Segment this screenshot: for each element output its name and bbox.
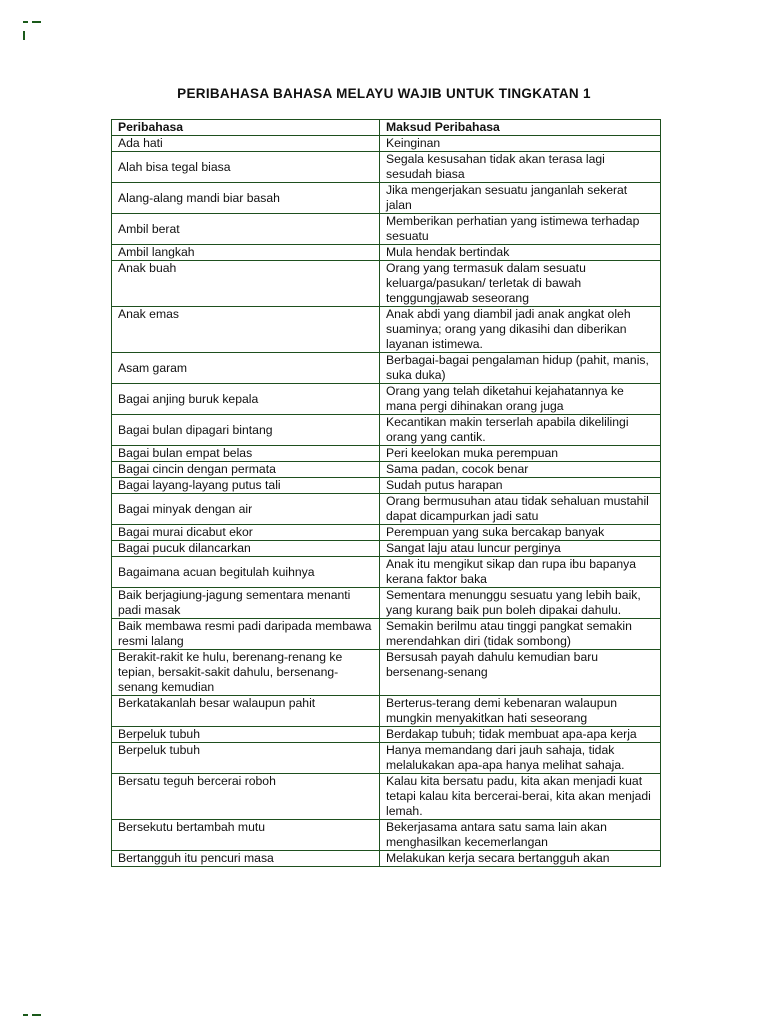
table-row: [112, 307, 661, 353]
crop-mark-top-left-v: [23, 31, 25, 40]
peribahasa-cell: Berpeluk tubuh: [112, 727, 380, 743]
maksud-cell: Hanya memandang dari jauh sahaja, tidak melalukakan apa-apa hanya melihat sahaja.: [380, 743, 661, 774]
table-row: [112, 353, 661, 384]
peribahasa-cell: Bagai murai dicabut ekor: [112, 525, 380, 541]
maksud-cell: Orang yang telah diketahui kejahatannya ke mana pergi dihinakan orang juga: [380, 384, 661, 415]
peribahasa-cell: Anak emas: [112, 307, 380, 353]
maksud-cell: Kecantikan makin terserlah apabila dikelilingi orang yang cantik.: [380, 415, 661, 446]
table-row: [112, 478, 661, 494]
maksud-cell: Bersusah payah dahulu kemudian baru bersenang-senang: [380, 650, 661, 696]
peribahasa-cell: Bagai layang-layang putus tali: [112, 478, 380, 494]
table-row: [112, 245, 661, 261]
table-row: [112, 494, 661, 525]
maksud-cell: Orang bermusuhan atau tidak sehaluan mustahil dapat dicampurkan jadi satu: [380, 494, 661, 525]
maksud-cell: Sangat laju atau luncur perginya: [380, 541, 661, 557]
maksud-cell: Berbagai-bagai pengalaman hidup (pahit, manis, suka duka): [380, 353, 661, 384]
maksud-cell: Jika mengerjakan sesuatu janganlah sekerat jalan: [380, 183, 661, 214]
peribahasa-cell: Bagai cincin dengan permata: [112, 462, 380, 478]
column-header-peribahasa: Peribahasa: [112, 120, 380, 136]
maksud-cell: Peri keelokan muka perempuan: [380, 446, 661, 462]
table-row: [112, 727, 661, 743]
maksud-cell: Kalau kita bersatu padu, kita akan menjadi kuat tetapi kalau kita bercerai-berai, kita akan menjadi lemah.: [380, 774, 661, 820]
maksud-cell: Berterus-terang demi kebenaran walaupun mungkin menyakitkan hati seseorang: [380, 696, 661, 727]
crop-mark-bottom-left-h2: [32, 1014, 41, 1016]
table-row: [112, 261, 661, 307]
peribahasa-cell: Baik membawa resmi padi daripada membawa resmi lalang: [112, 619, 380, 650]
maksud-cell: Memberikan perhatian yang istimewa terhadap sesuatu: [380, 214, 661, 245]
maksud-cell: Anak itu mengikut sikap dan rupa ibu bapanya kerana faktor baka: [380, 557, 661, 588]
peribahasa-cell: Ada hati: [112, 136, 380, 152]
table-row: [112, 415, 661, 446]
table-row: [112, 525, 661, 541]
peribahasa-cell: Anak buah: [112, 261, 380, 307]
maksud-cell: Berdakap tubuh; tidak membuat apa-apa kerja: [380, 727, 661, 743]
table-row: [112, 183, 661, 214]
peribahasa-cell: Bersatu teguh bercerai roboh: [112, 774, 380, 820]
table-row: [112, 152, 661, 183]
table-row: [112, 462, 661, 478]
peribahasa-cell: Berpeluk tubuh: [112, 743, 380, 774]
maksud-cell: Melakukan kerja secara bertangguh akan: [380, 851, 661, 867]
table-row: [112, 774, 661, 820]
peribahasa-cell: Bagai minyak dengan air: [112, 494, 380, 525]
table-row: [112, 696, 661, 727]
table-row: [112, 214, 661, 245]
table-row: [112, 446, 661, 462]
document-title: PERIBAHASA BAHASA MELAYU WAJIB UNTUK TINGKATAN 1: [177, 86, 591, 101]
peribahasa-cell: Bagai anjing buruk kepala: [112, 384, 380, 415]
table-row: [112, 820, 661, 851]
peribahasa-cell: Berakit-rakit ke hulu, berenang-renang ke tepian, bersakit-sakit dahulu, bersenang-senang kemudian: [112, 650, 380, 696]
peribahasa-cell: Bagai bulan dipagari bintang: [112, 415, 380, 446]
maksud-cell: Anak abdi yang diambil jadi anak angkat oleh suaminya; orang yang dikasihi dan diberikan layanan istimewa.: [380, 307, 661, 353]
peribahasa-cell: Bagaimana acuan begitulah kuihnya: [112, 557, 380, 588]
peribahasa-table: [111, 119, 661, 867]
crop-mark-top-left-h: [23, 21, 28, 23]
table-row: [112, 851, 661, 867]
maksud-cell: Bekerjasama antara satu sama lain akan menghasilkan kecemerlangan: [380, 820, 661, 851]
peribahasa-cell: Ambil langkah: [112, 245, 380, 261]
crop-mark-bottom-left-h: [23, 1014, 28, 1016]
peribahasa-cell: Berkatakanlah besar walaupun pahit: [112, 696, 380, 727]
peribahasa-cell: Baik berjagiung-jagung sementara menanti padi masak: [112, 588, 380, 619]
column-header-maksud: Maksud Peribahasa: [380, 120, 661, 136]
peribahasa-cell: Alang-alang mandi biar basah: [112, 183, 380, 214]
maksud-cell: Sama padan, cocok benar: [380, 462, 661, 478]
maksud-cell: Sementara menunggu sesuatu yang lebih baik, yang kurang baik pun boleh dipakai dahulu.: [380, 588, 661, 619]
maksud-cell: Keinginan: [380, 136, 661, 152]
maksud-cell: Orang yang termasuk dalam sesuatu keluarga/pasukan/ terletak di bawah tenggungjawab seseorang: [380, 261, 661, 307]
table-header-row: [112, 120, 661, 136]
peribahasa-cell: Bagai pucuk dilancarkan: [112, 541, 380, 557]
table-row: [112, 650, 661, 696]
peribahasa-cell: Bagai bulan empat belas: [112, 446, 380, 462]
maksud-cell: Segala kesusahan tidak akan terasa lagi sesudah biasa: [380, 152, 661, 183]
maksud-cell: Sudah putus harapan: [380, 478, 661, 494]
peribahasa-cell: Asam garam: [112, 353, 380, 384]
table-row: [112, 384, 661, 415]
peribahasa-cell: Alah bisa tegal biasa: [112, 152, 380, 183]
maksud-cell: Mula hendak bertindak: [380, 245, 661, 261]
table-row: [112, 743, 661, 774]
table-row: [112, 136, 661, 152]
peribahasa-cell: Bersekutu bertambah mutu: [112, 820, 380, 851]
table-row: [112, 557, 661, 588]
crop-mark-top-left-h2: [32, 21, 41, 23]
table-row: [112, 541, 661, 557]
peribahasa-cell: Ambil berat: [112, 214, 380, 245]
table-row: [112, 588, 661, 619]
maksud-cell: Perempuan yang suka bercakap banyak: [380, 525, 661, 541]
maksud-cell: Semakin berilmu atau tinggi pangkat semakin merendahkan diri (tidak sombong): [380, 619, 661, 650]
table-row: [112, 619, 661, 650]
peribahasa-cell: Bertangguh itu pencuri masa: [112, 851, 380, 867]
